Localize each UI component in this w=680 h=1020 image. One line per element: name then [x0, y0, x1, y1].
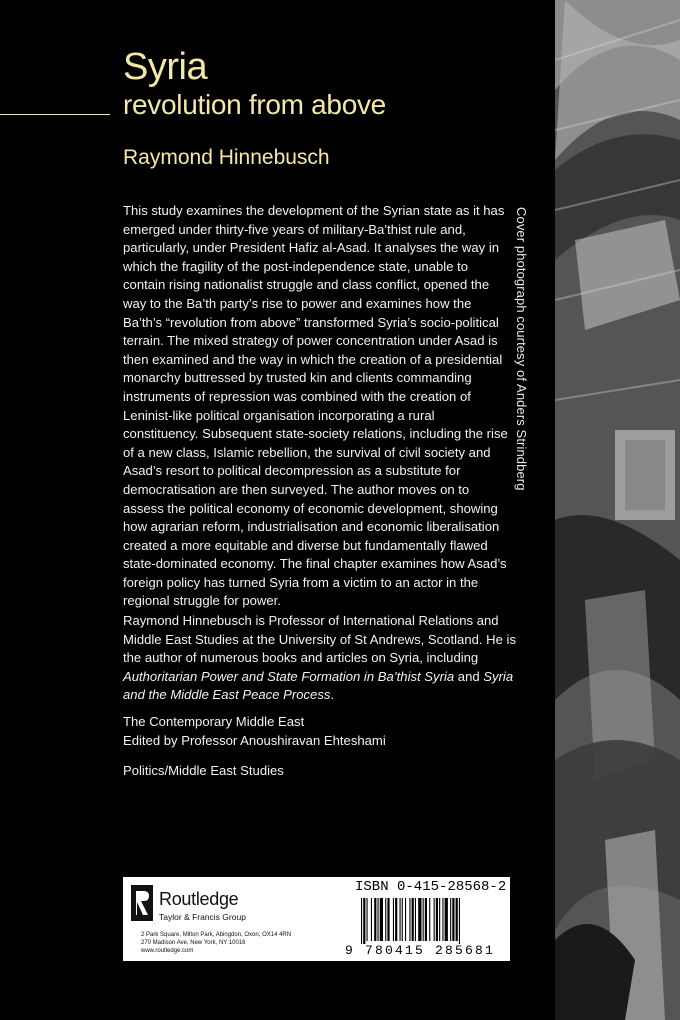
photo-credit-text: Cover photograph courtesy of Anders Strindberg: [514, 207, 529, 491]
author-bio: [123, 612, 523, 705]
barcode-bar: [387, 898, 389, 941]
address-line: www.routledge.com: [141, 948, 194, 954]
barcode-bar: [385, 898, 386, 941]
market-photo-graphic: [555, 0, 680, 1020]
series-editor: Edited by Professor Anoushiravan Ehteshami: [123, 732, 386, 748]
barcode-bar: [405, 898, 406, 941]
publisher-barcode-label: [123, 877, 510, 961]
barcode-bar: [452, 898, 454, 941]
barcode-graphic: [361, 898, 507, 944]
book-author: Raymond Hinnebusch: [123, 146, 330, 169]
description-paragraph: This study examines the development of the Syrian state as it has emerged under thirty-five years of military-Ba’thist rule and, particularly, under President Hafiz al-Asad. It analyses the way in which the fragility of the post-independence state, unable to contain rising nationalist struggle and class conflict, opened the way to the Ba’th party’s rise to power and examines how the Ba’th’s “revolution from above” transformed Syria’s socio-political terrain. The mixed strategy of power concentration under Asad is then examined and the way in which the creation of a presidential monarchy buttressed by trusted kin and clients commanding instruments of repression was combined with the creation of Leninist-like political organisation incorporating a rural constituency. Subsequent state-society relations, including the rise of a new class, Islamic rebellion, the survival of civil society and Asad’s resort to political decompression as a substitute for democratisation are then surveyed. The author moves on to assess the political economy of economic development, showing how agrarian reform, industrialisation and economic liberalisation created a more equitable and diverse but fundamentally flawed state-dominated economy. The final chapter examines how Asad’s foreign policy has turned Syria from a victim to an actor in the regional struggle for power.: [123, 203, 508, 609]
bio-and: and: [454, 668, 484, 684]
publisher-block: [127, 883, 347, 959]
barcode-bar: [418, 898, 421, 941]
barcode-bar: [371, 898, 372, 941]
barcode-bar: [442, 898, 443, 941]
bio-author-name: Raymond Hinnebusch: [123, 613, 252, 628]
barcode-bar: [380, 898, 383, 941]
barcode-bar: [367, 898, 368, 941]
title-rule: [0, 114, 110, 115]
barcode-bar: [363, 898, 365, 944]
address-line: 2 Park Square, Milton Park, Abingdon, Oxon, OX14 4RN: [141, 932, 292, 938]
publisher-group: Taylor & Francis Group: [159, 912, 246, 922]
address-line: 270 Madison Ave, New York, NY 10016: [141, 940, 246, 946]
barcode-bar: [429, 898, 430, 941]
book-subtitle: revolution from above: [123, 89, 386, 120]
barcode-bar: [456, 898, 458, 941]
book-title: Syria: [123, 46, 208, 88]
publisher-name: Routledge: [159, 889, 239, 909]
barcode-bar: [434, 898, 435, 941]
barcode-bar: [439, 898, 440, 941]
routledge-logo-icon: [129, 883, 157, 923]
barcode-bar: [400, 898, 401, 941]
barcode-bar: [393, 898, 394, 941]
bio-text: is Professor of International Relations and Middle East Studies at the University of St Andrews, Scotland. He is the author of numerous books and articles on Syria, including: [123, 613, 516, 666]
barcode-bar: [409, 898, 410, 941]
barcode-bar: [374, 898, 376, 941]
bio-book-2: Syria and the Middle East Peace Process: [123, 668, 514, 703]
photo-credit: [514, 207, 538, 547]
barcode-bar: [395, 898, 397, 941]
barcode-bar: [450, 898, 451, 941]
barcode-bar: [361, 898, 362, 944]
publisher-address: [141, 931, 291, 955]
isbn-number: ISBN 0-415-28568-2: [355, 879, 507, 895]
barcode-bar: [412, 898, 414, 941]
barcode-bar: [436, 898, 438, 941]
bio-end: .: [330, 687, 335, 703]
barcode-bar: [402, 898, 403, 941]
barcode-bar: [415, 898, 416, 941]
series-name: The Contemporary Middle East: [123, 714, 305, 729]
barcode-bar: [423, 898, 424, 941]
barcode-bar: [378, 898, 379, 941]
barcode-bar: [425, 898, 427, 941]
barcode-bar: [459, 898, 460, 944]
series-info: [123, 713, 386, 750]
subject-category: Politics/Middle East Studies: [123, 763, 284, 778]
bio-book-1: Authoritarian Power and State Formation in Ba’thist Syria: [123, 668, 455, 684]
barcode-digits: 9 780415 285681: [345, 943, 496, 958]
cover-photo-strip: [555, 0, 680, 1020]
barcode-bar: [445, 898, 448, 941]
